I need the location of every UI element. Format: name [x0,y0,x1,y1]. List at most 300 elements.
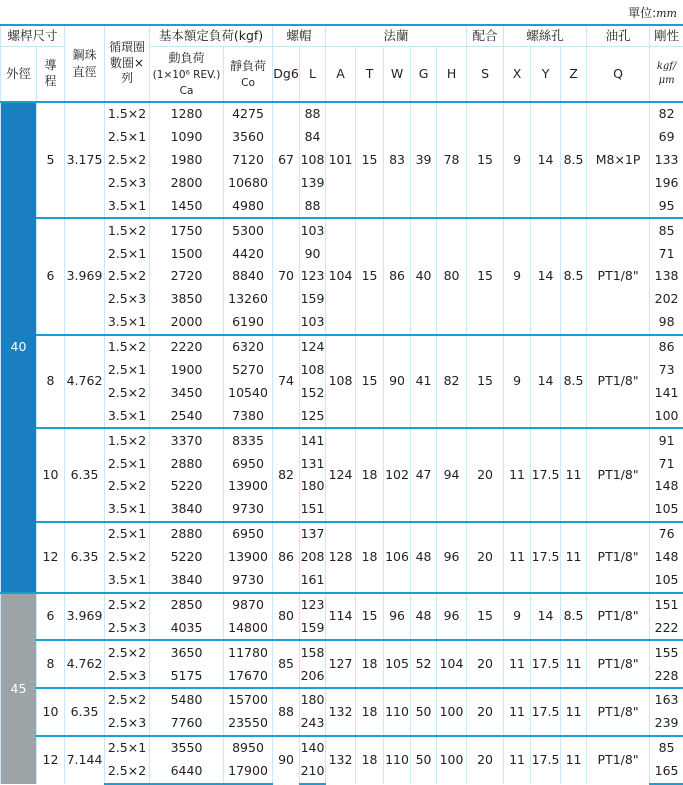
header-nut: 螺帽 [273,25,326,47]
x-cell: 11 [504,640,531,688]
w-cell: 110 [384,736,411,784]
s-cell: 15 [467,593,504,641]
table-row [1,593,683,617]
header-static: 靜負荷 Co [224,47,273,103]
y-cell: 17.5 [531,688,561,736]
header-x: X [504,47,531,103]
y-cell: 14 [531,218,561,334]
x-cell: 9 [504,593,531,641]
circuits-cell: 2.5×3 [105,172,150,195]
dynamic-load-cell: 3370 [150,428,224,452]
z-cell: 11 [561,428,587,522]
l-cell: 159 [300,288,326,311]
l-cell: 123 [300,593,326,617]
header-g: G [411,47,437,103]
y-cell: 14 [531,593,561,641]
static-load-cell: 9870 [224,593,273,617]
header-a: A [326,47,356,103]
rigidity-cell: 163 [650,688,683,712]
w-cell: 96 [384,593,411,641]
h-cell: 100 [437,688,467,736]
rigidity-cell: 98 [650,311,683,335]
table-body [1,102,683,784]
s-cell: 20 [467,736,504,784]
dynamic-load-cell: 2000 [150,311,224,335]
l-cell: 208 [300,546,326,569]
dynamic-load-cell: 3850 [150,288,224,311]
w-cell: 110 [384,688,411,736]
dynamic-load-cell: 3840 [150,498,224,522]
g-cell: 48 [411,522,437,593]
table-row [1,736,683,760]
rigidity-cell: 148 [650,546,683,569]
l-cell: 243 [300,712,326,736]
dg6-cell: 70 [273,218,300,334]
circuits-cell: 2.5×3 [105,617,150,641]
a-cell: 114 [326,593,356,641]
y-cell: 17.5 [531,640,561,688]
z-cell: 8.5 [561,335,587,429]
circuits-cell: 2.5×3 [105,288,150,311]
unit-note [628,4,677,21]
h-cell: 82 [437,335,467,429]
s-cell: 20 [467,522,504,593]
header-dynamic: 動負荷 (1×10⁶ REV.) Ca [150,47,224,103]
l-cell: 84 [300,126,326,149]
rigidity-cell: 71 [650,452,683,475]
dynamic-load-cell: 2720 [150,265,224,288]
rigidity-cell: 86 [650,335,683,359]
l-cell: 103 [300,218,326,242]
ball-dia-cell: 3.175 [65,102,105,218]
header-l: L [300,47,326,103]
a-cell: 127 [326,640,356,688]
l-cell: 159 [300,617,326,641]
circuits-cell: 1.5×2 [105,102,150,126]
rigidity-cell: 105 [650,569,683,593]
outer-dia-cell: 40 [1,102,37,593]
g-cell: 50 [411,736,437,784]
static-load-cell: 4980 [224,195,273,219]
table-row [1,688,683,712]
header-s: S [467,47,504,103]
header-load-rating: 基本額定負荷(kgf) [150,25,273,47]
y-cell: 17.5 [531,522,561,593]
circuits-cell: 2.5×1 [105,126,150,149]
static-load-cell: 14800 [224,617,273,641]
header-z: Z [561,47,587,103]
l-cell: 137 [300,522,326,546]
rigidity-cell: 76 [650,522,683,546]
table-row [1,102,683,126]
z-cell: 11 [561,736,587,784]
t-cell: 15 [356,102,384,218]
l-cell: 180 [300,688,326,712]
dg6-cell: 85 [273,640,300,688]
circuits-cell: 3.5×1 [105,569,150,593]
h-cell: 96 [437,593,467,641]
dynamic-load-cell: 1900 [150,359,224,382]
t-cell: 15 [356,335,384,429]
lead-cell: 10 [37,428,65,522]
l-cell: 140 [300,736,326,760]
circuits-cell: 1.5×2 [105,335,150,359]
static-load-cell: 3560 [224,126,273,149]
dynamic-load-cell: 5220 [150,546,224,569]
rigidity-cell: 85 [650,736,683,760]
table-header [1,25,683,102]
static-load-cell: 7380 [224,405,273,429]
ball-dia-cell: 6.35 [65,428,105,522]
header-rigidity: 剛性 [650,25,683,47]
dynamic-load-cell: 2880 [150,522,224,546]
circuits-cell: 2.5×1 [105,736,150,760]
g-cell: 52 [411,640,437,688]
s-cell: 20 [467,640,504,688]
t-cell: 15 [356,218,384,334]
static-load-cell: 8335 [224,428,273,452]
l-cell: 206 [300,664,326,688]
s-cell: 20 [467,688,504,736]
q-cell: PT1/8" [587,522,650,593]
dg6-cell: 80 [273,593,300,641]
q-cell: M8×1P [587,102,650,218]
header-oil-hole: 油孔 [587,25,650,47]
q-cell: PT1/8" [587,428,650,522]
header-screw-size: 螺桿尺寸 [1,25,65,47]
circuits-cell: 2.5×2 [105,640,150,664]
static-load-cell: 7120 [224,149,273,172]
l-cell: 123 [300,265,326,288]
circuits-cell: 2.5×1 [105,522,150,546]
l-cell: 88 [300,102,326,126]
dynamic-load-cell: 2850 [150,593,224,617]
circuits-cell: 2.5×2 [105,382,150,405]
x-cell: 9 [504,102,531,218]
circuits-cell: 3.5×1 [105,405,150,429]
rigidity-cell: 202 [650,288,683,311]
ball-dia-cell: 6.35 [65,522,105,593]
x-cell: 11 [504,688,531,736]
s-cell: 20 [467,428,504,522]
rigidity-cell: 100 [650,405,683,429]
l-cell: 141 [300,428,326,452]
rigidity-cell: 82 [650,102,683,126]
dynamic-load-cell: 1450 [150,195,224,219]
t-cell: 15 [356,593,384,641]
x-cell: 11 [504,736,531,784]
circuits-cell: 2.5×2 [105,593,150,617]
h-cell: 94 [437,428,467,522]
dg6-cell: 74 [273,335,300,429]
y-cell: 14 [531,335,561,429]
x-cell: 9 [504,335,531,429]
z-cell: 11 [561,688,587,736]
l-cell: 180 [300,475,326,498]
dynamic-load-cell: 5175 [150,664,224,688]
q-cell: PT1/8" [587,736,650,784]
ballscrew-spec-table [0,24,683,785]
circuits-cell: 2.5×2 [105,760,150,784]
dynamic-load-cell: 2220 [150,335,224,359]
l-cell: 131 [300,452,326,475]
rigidity-cell: 148 [650,475,683,498]
dynamic-load-cell: 4035 [150,617,224,641]
header-lead: 導程 [37,47,65,103]
dg6-cell: 86 [273,522,300,593]
static-load-cell: 5270 [224,359,273,382]
dynamic-load-cell: 3840 [150,569,224,593]
header-y: Y [531,47,561,103]
table-row [1,640,683,664]
static-load-cell: 10540 [224,382,273,405]
y-cell: 17.5 [531,736,561,784]
g-cell: 47 [411,428,437,522]
lead-cell: 12 [37,736,65,784]
a-cell: 104 [326,218,356,334]
outer-dia-cell: 45 [1,593,37,784]
unit-value: mm [656,7,677,20]
static-load-cell: 23550 [224,712,273,736]
a-cell: 101 [326,102,356,218]
rigidity-cell: 69 [650,126,683,149]
h-cell: 104 [437,640,467,688]
rigidity-cell: 85 [650,218,683,242]
static-load-cell: 8950 [224,736,273,760]
rigidity-cell: 71 [650,242,683,265]
rigidity-cell: 155 [650,640,683,664]
t-cell: 18 [356,428,384,522]
circuits-cell: 2.5×1 [105,242,150,265]
header-ball-dia: 鋼珠直徑 [65,25,105,102]
s-cell: 15 [467,218,504,334]
w-cell: 90 [384,335,411,429]
static-load-cell: 13900 [224,475,273,498]
static-load-cell: 15700 [224,688,273,712]
lead-cell: 8 [37,335,65,429]
circuits-cell: 2.5×2 [105,546,150,569]
static-load-cell: 8840 [224,265,273,288]
rigidity-cell: 165 [650,760,683,784]
circuits-cell: 1.5×2 [105,218,150,242]
rigidity-cell: 239 [650,712,683,736]
z-cell: 11 [561,640,587,688]
ball-dia-cell: 4.762 [65,335,105,429]
l-cell: 152 [300,382,326,405]
dynamic-load-cell: 1090 [150,126,224,149]
y-cell: 14 [531,102,561,218]
l-cell: 125 [300,405,326,429]
lead-cell: 6 [37,218,65,334]
t-cell: 18 [356,640,384,688]
q-cell: PT1/8" [587,335,650,429]
h-cell: 100 [437,736,467,784]
h-cell: 78 [437,102,467,218]
g-cell: 41 [411,335,437,429]
rigidity-cell: 228 [650,664,683,688]
lead-cell: 6 [37,593,65,641]
static-load-cell: 5300 [224,218,273,242]
lead-cell: 5 [37,102,65,218]
s-cell: 15 [467,335,504,429]
l-cell: 103 [300,311,326,335]
ball-dia-cell: 6.35 [65,688,105,736]
q-cell: PT1/8" [587,688,650,736]
w-cell: 102 [384,428,411,522]
l-cell: 139 [300,172,326,195]
header-bolt-hole: 螺絲孔 [504,25,587,47]
static-load-cell: 4420 [224,242,273,265]
static-load-cell: 6190 [224,311,273,335]
header-circuits: 循環圈數圈×列 [105,25,150,102]
a-cell: 132 [326,736,356,784]
lead-cell: 8 [37,640,65,688]
dynamic-load-cell: 3550 [150,736,224,760]
lead-cell: 12 [37,522,65,593]
header-w: W [384,47,411,103]
unit-label: 單位: [628,6,656,20]
rigidity-cell: 151 [650,593,683,617]
g-cell: 39 [411,102,437,218]
t-cell: 18 [356,736,384,784]
h-cell: 80 [437,218,467,334]
header-outer-dia: 外徑 [1,47,37,103]
circuits-cell: 3.5×1 [105,311,150,335]
circuits-cell: 1.5×2 [105,428,150,452]
l-cell: 161 [300,569,326,593]
circuits-cell: 2.5×2 [105,688,150,712]
z-cell: 8.5 [561,218,587,334]
dg6-cell: 82 [273,428,300,522]
static-load-cell: 9730 [224,498,273,522]
dynamic-load-cell: 2880 [150,452,224,475]
header-rigidity-unit: kgf/μm [650,47,683,103]
w-cell: 86 [384,218,411,334]
dynamic-load-cell: 1500 [150,242,224,265]
a-cell: 128 [326,522,356,593]
rigidity-cell: 105 [650,498,683,522]
z-cell: 8.5 [561,593,587,641]
dg6-cell: 90 [273,736,300,784]
ball-dia-cell: 4.762 [65,640,105,688]
rigidity-cell: 138 [650,265,683,288]
circuits-cell: 3.5×1 [105,195,150,219]
static-load-cell: 17670 [224,664,273,688]
a-cell: 132 [326,688,356,736]
circuits-cell: 2.5×2 [105,475,150,498]
l-cell: 90 [300,242,326,265]
rigidity-cell: 95 [650,195,683,219]
static-load-cell: 4275 [224,102,273,126]
w-cell: 83 [384,102,411,218]
w-cell: 106 [384,522,411,593]
z-cell: 8.5 [561,102,587,218]
s-cell: 15 [467,102,504,218]
header-q: Q [587,47,650,103]
dynamic-load-cell: 3650 [150,640,224,664]
dynamic-load-cell: 1750 [150,218,224,242]
l-cell: 88 [300,195,326,219]
header-fit: 配合 [467,25,504,47]
rigidity-cell: 222 [650,617,683,641]
lead-cell: 10 [37,688,65,736]
g-cell: 48 [411,593,437,641]
static-load-cell: 9730 [224,569,273,593]
a-cell: 124 [326,428,356,522]
rigidity-cell: 133 [650,149,683,172]
static-load-cell: 11780 [224,640,273,664]
dynamic-load-cell: 5220 [150,475,224,498]
rigidity-cell: 196 [650,172,683,195]
table-row [1,428,683,452]
dynamic-load-cell: 2540 [150,405,224,429]
dg6-cell: 67 [273,102,300,218]
static-load-cell: 10680 [224,172,273,195]
q-cell: PT1/8" [587,593,650,641]
dynamic-load-cell: 2800 [150,172,224,195]
g-cell: 40 [411,218,437,334]
z-cell: 11 [561,522,587,593]
l-cell: 124 [300,335,326,359]
l-cell: 158 [300,640,326,664]
l-cell: 108 [300,359,326,382]
static-load-cell: 13900 [224,546,273,569]
static-load-cell: 13260 [224,288,273,311]
rigidity-cell: 91 [650,428,683,452]
t-cell: 18 [356,688,384,736]
table-row [1,218,683,242]
table-row [1,335,683,359]
rigidity-cell: 73 [650,359,683,382]
header-t: T [356,47,384,103]
w-cell: 105 [384,640,411,688]
dynamic-load-cell: 5480 [150,688,224,712]
ball-dia-cell: 7.144 [65,736,105,784]
h-cell: 96 [437,522,467,593]
circuits-cell: 3.5×1 [105,498,150,522]
header-h: H [437,47,467,103]
dg6-cell: 88 [273,688,300,736]
x-cell: 11 [504,428,531,522]
header-flange: 法蘭 [326,25,467,47]
circuits-cell: 2.5×1 [105,359,150,382]
table-row [1,522,683,546]
header-dg6: Dg6 [273,47,300,103]
g-cell: 50 [411,688,437,736]
a-cell: 108 [326,335,356,429]
circuits-cell: 2.5×3 [105,664,150,688]
x-cell: 9 [504,218,531,334]
circuits-cell: 2.5×2 [105,149,150,172]
ball-dia-cell: 3.969 [65,593,105,641]
ball-dia-cell: 3.969 [65,218,105,334]
l-cell: 151 [300,498,326,522]
q-cell: PT1/8" [587,218,650,334]
rigidity-cell: 141 [650,382,683,405]
dynamic-load-cell: 7760 [150,712,224,736]
dynamic-load-cell: 1280 [150,102,224,126]
static-load-cell: 6950 [224,452,273,475]
t-cell: 18 [356,522,384,593]
static-load-cell: 6320 [224,335,273,359]
dynamic-load-cell: 6440 [150,760,224,784]
q-cell: PT1/8" [587,640,650,688]
l-cell: 210 [300,760,326,784]
x-cell: 11 [504,522,531,593]
dynamic-load-cell: 1980 [150,149,224,172]
static-load-cell: 6950 [224,522,273,546]
circuits-cell: 2.5×2 [105,265,150,288]
